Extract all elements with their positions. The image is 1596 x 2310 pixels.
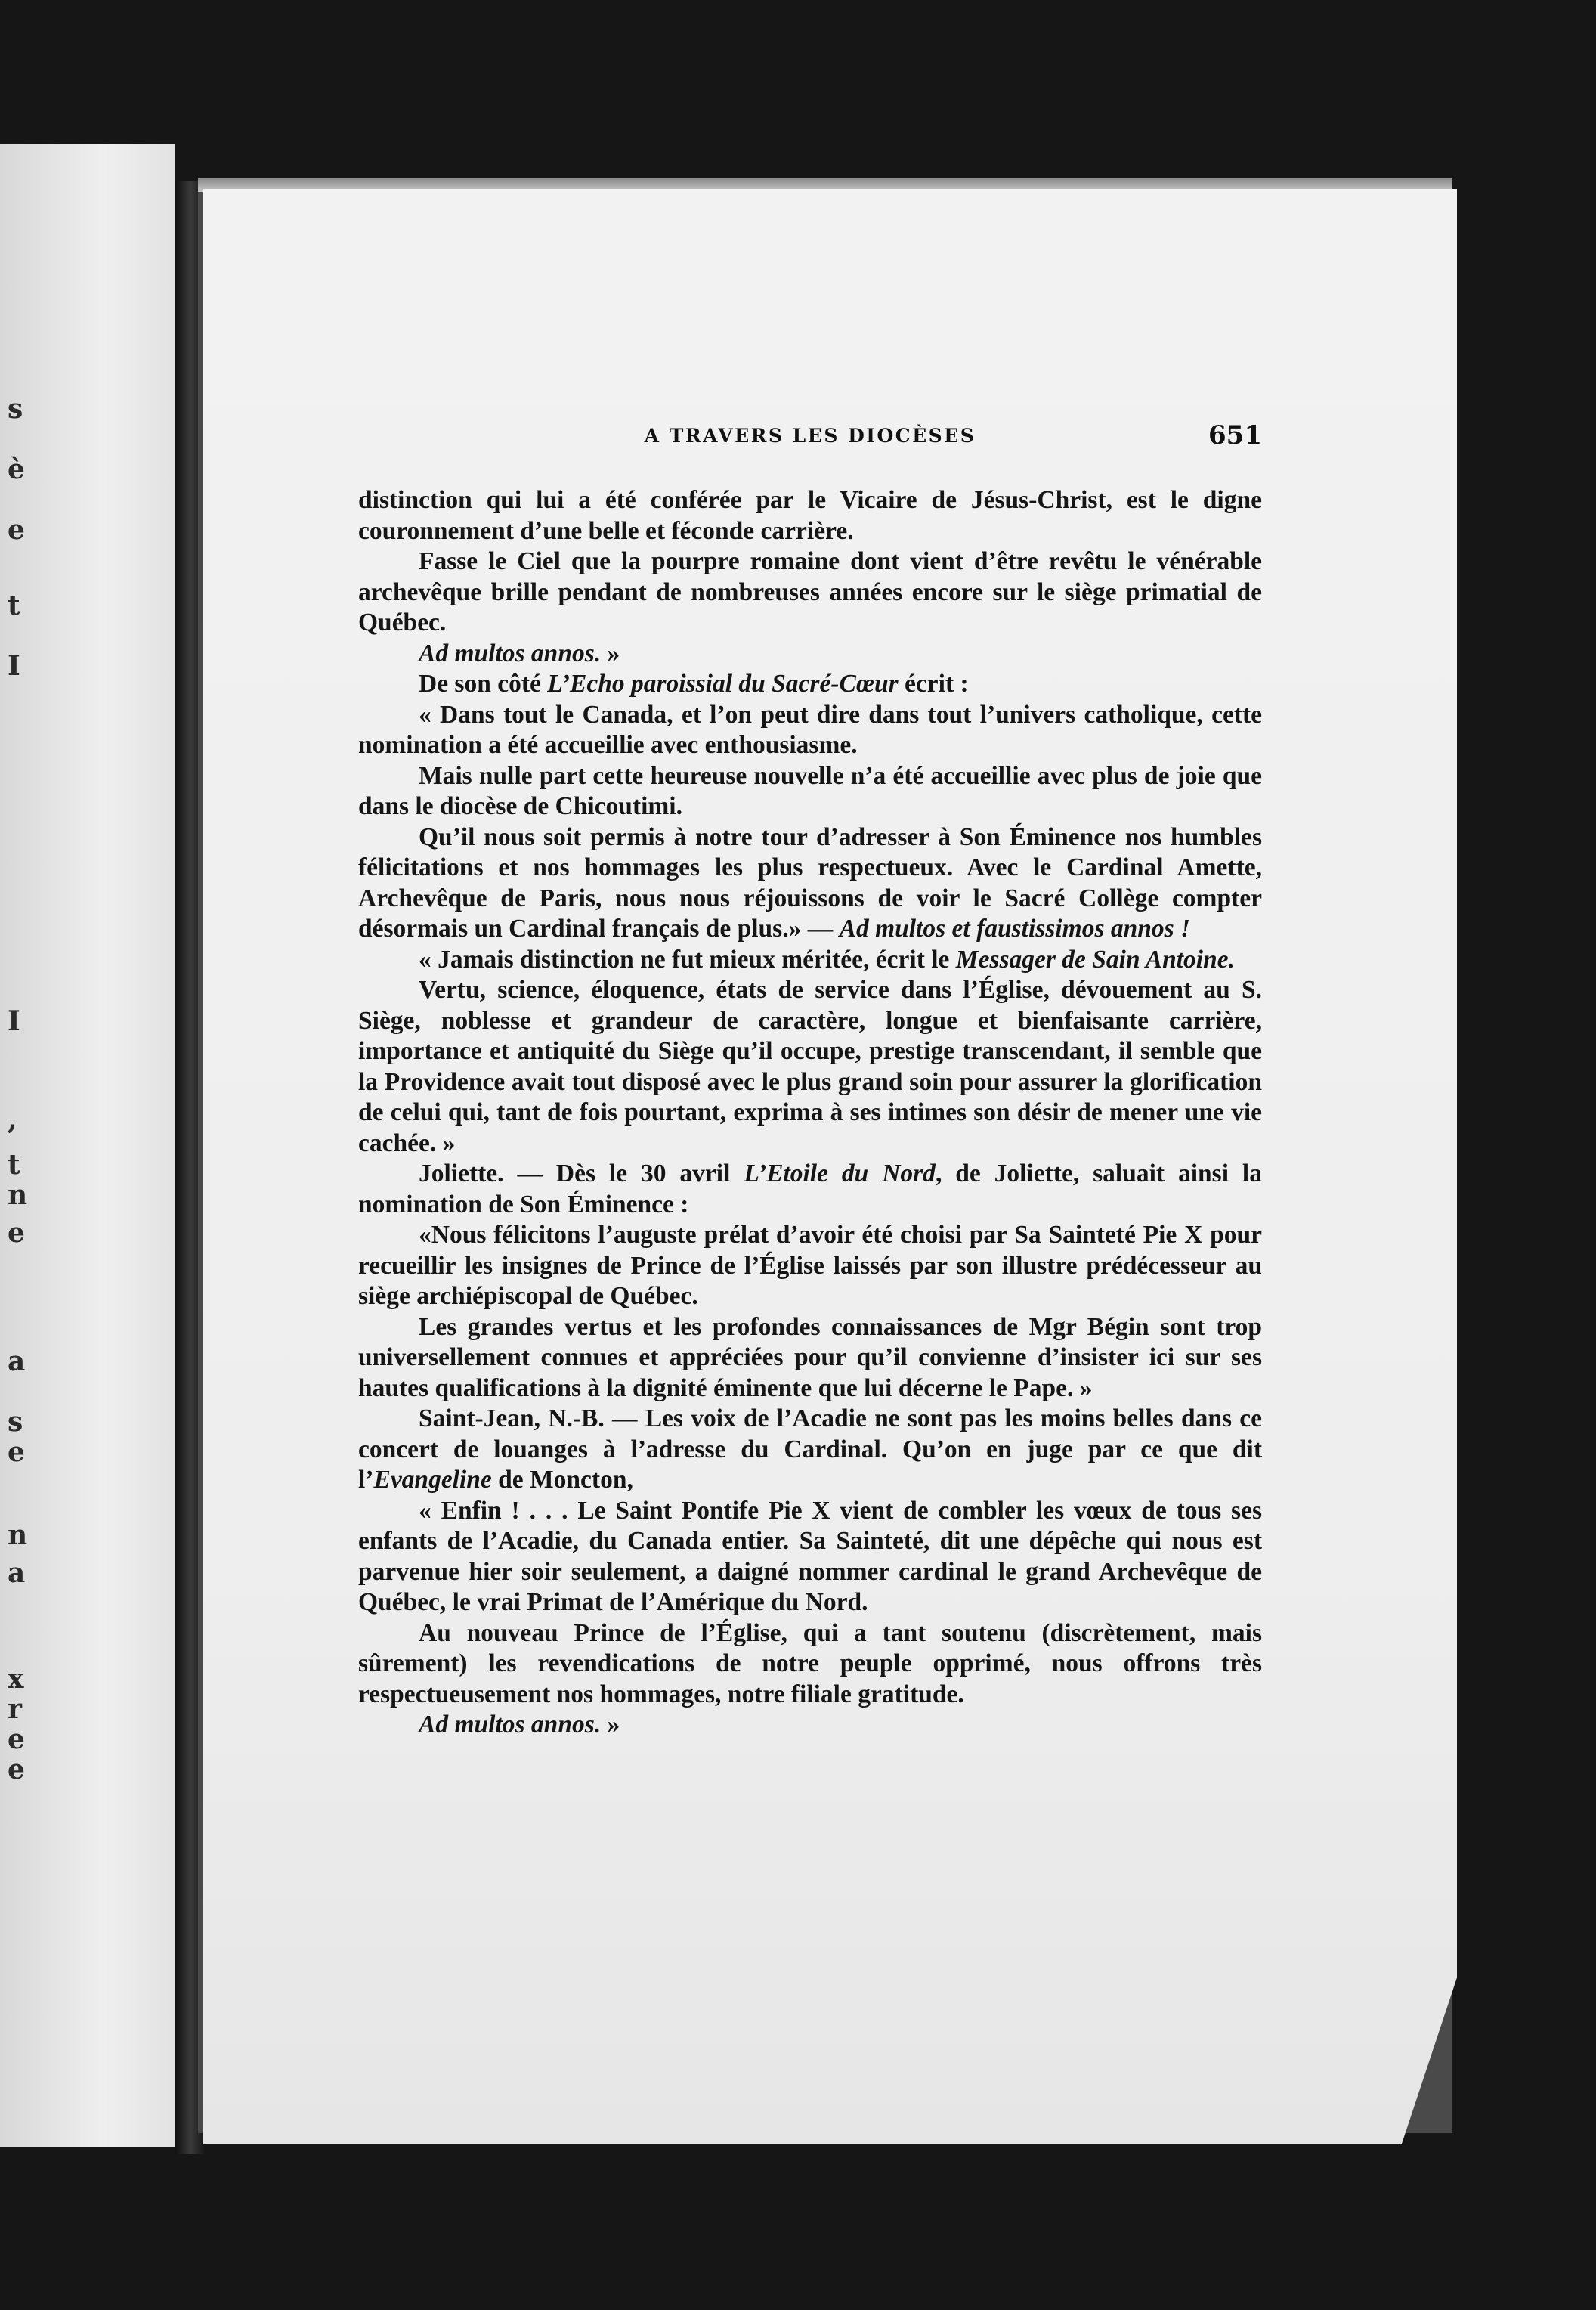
left-page-fragment: n xyxy=(8,1519,28,1551)
bold-heading: Saint-Jean, N.-B. xyxy=(419,1404,605,1432)
text-run: Au nouveau Prince de l’Église, qui a tant soutenu (discrètement, mais sûrement) les revendications de notre peuple opprimé, nous offrons très respectueusement nos hommages, notre filiale gratitude. xyxy=(358,1618,1262,1708)
left-page-fragment: , xyxy=(8,1104,17,1135)
text-run: — Les voix de l’Acadie ne sont pas les moins belles dans ce concert de louanges à l’adresse du Cardinal. Qu’on en juge par ce que dit l’ xyxy=(358,1404,1262,1494)
left-page-fragment: s xyxy=(8,393,23,425)
text-run: , de Joliette, saluait ainsi la nomination de Son Éminence : xyxy=(358,1160,1262,1218)
text-run: «Nous félicitons l’auguste prélat d’avoir été choisi par Sa Sainteté Pie X pour recueillir les insignes de Prince de l’Église laissés par son illustre prédécesseur au siège archiépiscopal de Québec. xyxy=(358,1221,1262,1310)
italic-text: L’Etoile du Nord xyxy=(744,1160,936,1188)
text-run: écrit : xyxy=(898,670,969,698)
paragraph xyxy=(358,1220,1262,1312)
paragraph xyxy=(358,1496,1262,1618)
page-number: 651 xyxy=(1208,420,1262,451)
left-page-fragment: r xyxy=(8,1693,22,1725)
bold-heading: Joliette. xyxy=(419,1160,504,1188)
text-run: « Enfin ! . . . Le Saint Pontife Pie X vient de combler les vœux de tous ses enfants de l’Acadie, du Canada entier. Sa Sainteté, dit une dépêche qui nous est parvenue hier soir seulement, a daigné nommer cardinal le grand Archevêque de Québec, le vrai Primat de l’Amérique du Nord. xyxy=(358,1496,1262,1616)
left-page-fragment: e xyxy=(8,1754,25,1785)
paragraph xyxy=(358,1710,1262,1741)
left-page-fragment: n xyxy=(8,1179,28,1211)
text-run: Vertu, science, éloquence, états de service dans l’Église, dévouement au S. Siège, noblesse et grandeur de caractère, longue et bienfaisante carrière, importance et antiquité du Siège qu’il occupe, prestige transcendant, il semble que la Providence avait tout disposé avec le plus grand soin pour assurer la glorification de celui qui, tant de fois pourtant, exprima à ses intimes son désir de mener une vie cachée. » xyxy=(358,976,1262,1157)
paragraph xyxy=(358,1618,1262,1711)
left-page-fragment: e xyxy=(8,1436,25,1468)
left-page-fragment: e xyxy=(8,1723,25,1755)
left-page-fragment: e xyxy=(8,1217,25,1249)
italic-text: Evangeline xyxy=(373,1466,492,1494)
left-page-fragment: t xyxy=(8,590,20,621)
paragraph xyxy=(358,669,1262,700)
body-text xyxy=(358,485,1262,1741)
text-run: de Moncton, xyxy=(491,1466,633,1494)
adjacent-page-strip xyxy=(0,144,175,2147)
text-run: De son côté xyxy=(419,670,548,698)
text-run: » xyxy=(601,639,620,667)
text-run: Mais nulle part cette heureuse nouvelle n’a été accueillie avec plus de joie que dans le diocèse de Chicoutimi. xyxy=(358,761,1262,820)
page-header xyxy=(358,420,1262,458)
paragraph xyxy=(358,1312,1262,1404)
italic-text: Messager de Sain Antoine. xyxy=(955,945,1235,974)
paragraph xyxy=(358,822,1262,945)
text-run: — Dès le 30 avril xyxy=(503,1160,744,1188)
left-page-fragment: a xyxy=(8,1557,26,1589)
italic-text: L’Echo paroissial du Sacré-Cœur xyxy=(547,670,899,698)
paragraph xyxy=(358,975,1262,1159)
left-page-fragment: t xyxy=(8,1149,20,1181)
text-run: Qu’il nous soit permis à notre tour d’adresser à Son Éminence nos humbles félicitations et nos hommages les plus respectueux. Avec le Cardinal Amette, Archevêque de Paris, nous nous réjouissons de voir le Sacré Collège compter désormais un Cardinal français de plus.» — xyxy=(358,822,1262,943)
text-run: distinction qui lui a été conférée par le Vicaire de Jésus-Christ, est le digne couronnement d’une belle et féconde carrière. xyxy=(358,486,1262,545)
paragraph xyxy=(358,945,1262,976)
paragraph xyxy=(358,700,1262,761)
italic-text: Ad multos annos. xyxy=(419,1711,602,1739)
left-page-fragment: è xyxy=(8,454,25,485)
running-title: A TRAVERS LES DIOCÈSES xyxy=(644,425,976,447)
left-page-fragment: e xyxy=(8,514,25,546)
text-run: Fasse le Ciel que la pourpre romaine dont vient d’être revêtu le vénérable archevêque brille pendant de nombreuses années encore sur le siège primatial de Québec. xyxy=(358,547,1262,636)
left-page-fragment: s xyxy=(8,1406,23,1438)
paragraph xyxy=(358,761,1262,822)
paragraph xyxy=(358,485,1262,547)
paragraph xyxy=(358,639,1262,670)
text-run: « Dans tout le Canada, et l’on peut dire dans tout l’univers catholique, cette nomination a été accueillie avec enthousiasme. xyxy=(358,700,1262,759)
left-page-fragment: I xyxy=(8,1005,20,1037)
text-run: « Jamais distinction ne fut mieux méritée, écrit le xyxy=(419,945,956,974)
text-run: Les grandes vertus et les profondes connaissances de Mgr Bégin sont trop universellement connues et appréciées pour qu’il convienne d’insister ici sur ses hautes qualifications à la dignité éminente que lui décerne le Pape. » xyxy=(358,1312,1262,1402)
italic-text: Ad multos et faustissimos annos ! xyxy=(839,915,1191,943)
left-page-fragment: x xyxy=(8,1663,24,1695)
italic-text: Ad multos annos. xyxy=(419,639,602,667)
left-page-fragment: a xyxy=(8,1345,26,1377)
paragraph xyxy=(358,547,1262,639)
paragraph xyxy=(358,1159,1262,1220)
left-page-fragment: I xyxy=(8,650,20,682)
text-run: » xyxy=(601,1711,620,1739)
paragraph xyxy=(358,1404,1262,1496)
